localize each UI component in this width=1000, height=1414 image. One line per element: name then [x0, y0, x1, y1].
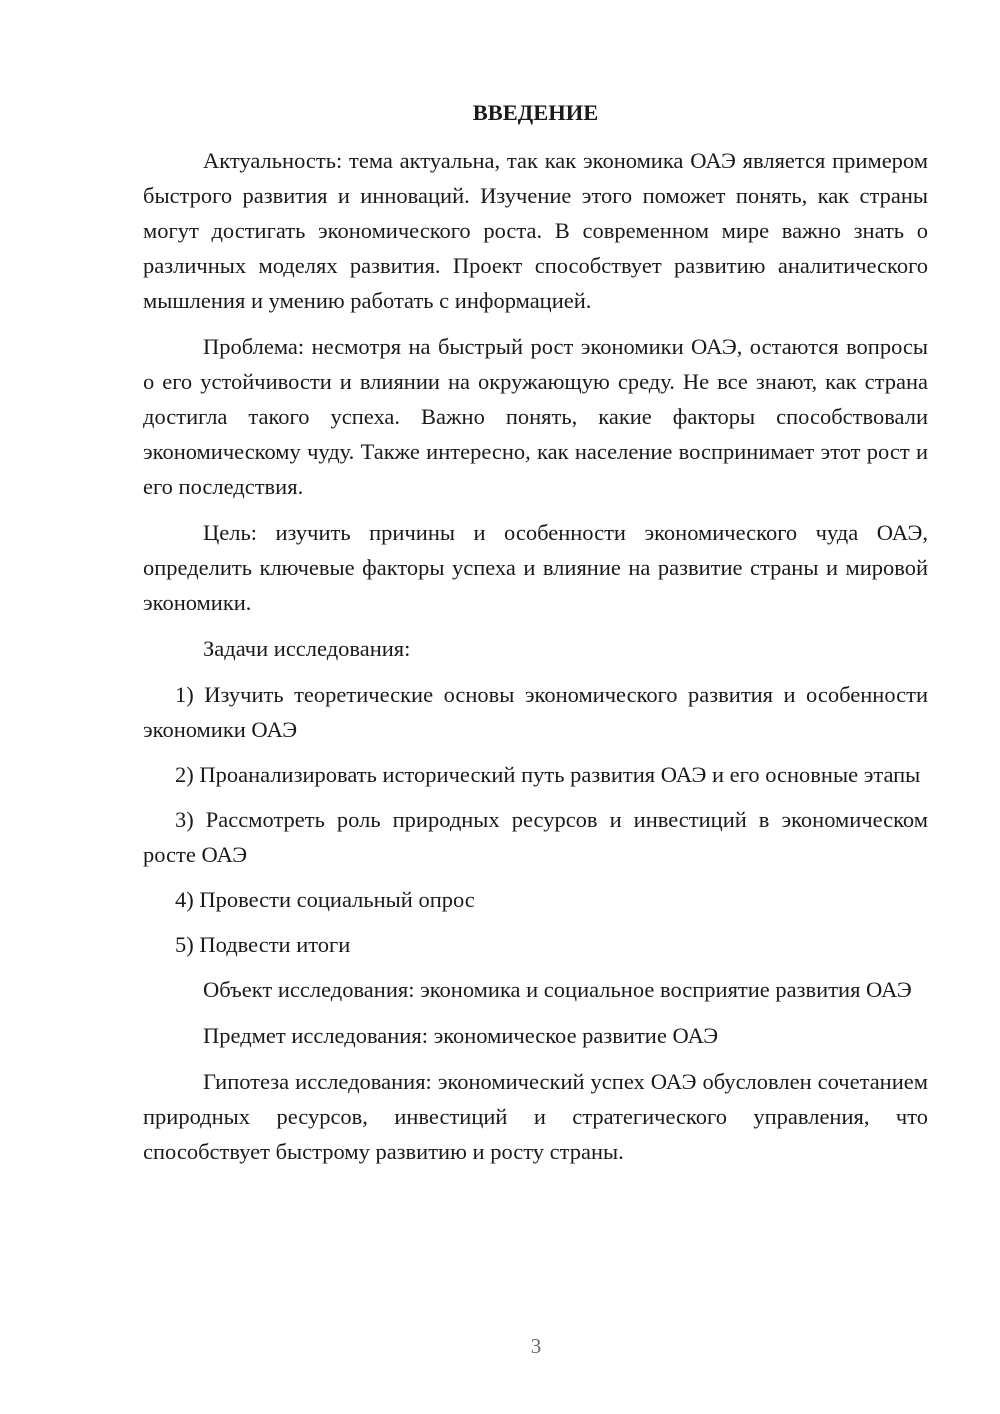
task-item-2: 2) Проанализировать исторический путь развития ОАЭ и его основные этапы [175, 762, 921, 787]
tasks-heading: Задачи исследования: [203, 636, 411, 661]
task-item-5: 5) Подвести итоги [175, 932, 351, 957]
task-item-3: 3) Рассмотреть роль природных ресурсов и инвестиций в экономическом росте ОАЭ [143, 807, 928, 867]
paragraph-subject: Предмет исследования: экономическое развитие ОАЭ [203, 1023, 719, 1048]
task-item-1: 1) Изучить теоретические основы экономического развития и особенности экономики ОАЭ [143, 682, 928, 742]
paragraph-goal: Цель: изучить причины и особенности экономического чуда ОАЭ, определить ключевые факторы успеха и влияние на развитие страны и мировой экономики. [143, 520, 928, 615]
paragraph-hypothesis: Гипотеза исследования: экономический успех ОАЭ обусловлен сочетанием природных ресурсов, инвестиций и стратегического управления, что способствует быстрому развитию и росту страны. [143, 1069, 928, 1164]
paragraph-object: Объект исследования: экономика и социальное восприятие развития ОАЭ [203, 977, 912, 1002]
page-number: 3 [530, 1334, 542, 1358]
task-item-4: 4) Провести социальный опрос [175, 887, 475, 912]
page-content [143, 95, 928, 1179]
paragraph-relevance: Актуальность: тема актуальна, так как экономика ОАЭ является примером быстрого развития и инноваций. Изучение этого поможет понять, как страны могут достигать экономического роста. В современном мире важно знать о различных моделях развития. Проект способствует развитию аналитического мышления и умению работать с информацией. [143, 148, 928, 313]
section-title: ВВЕДЕНИЕ [472, 100, 599, 125]
paragraph-problem: Проблема: несмотря на быстрый рост экономики ОАЭ, остаются вопросы о его устойчивости и влиянии на окружающую среду. Не все знают, как страна достигла такого успеха. Важно понять, какие факторы способствовали экономическому чуду. Также интересно, как население воспринимает этот рост и его последствия. [143, 334, 928, 499]
